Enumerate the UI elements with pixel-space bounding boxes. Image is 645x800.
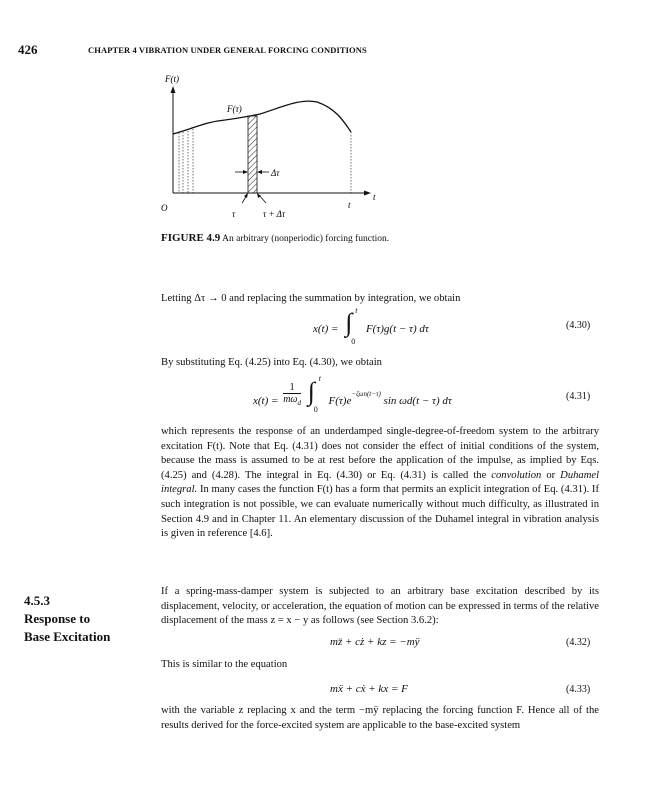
- eq431-lhs: x(t) =: [253, 395, 279, 408]
- paragraph-5: This is similar to the equation: [161, 659, 288, 670]
- section-title-line-1: Response to: [24, 611, 91, 626]
- t-tick-label: t: [348, 200, 351, 210]
- paragraph-3: [161, 425, 599, 542]
- delta-tau-label: Δτ: [271, 168, 280, 178]
- equation-4-31: x(t) = 1 $m\omega_d$ ∫ t 0 $F(\tau)e^{-\zeta\omega n(t-\tau)}$ sin ωd(t − τ) dτ: [253, 374, 452, 415]
- section-title-line-2: Base Excitation: [24, 629, 111, 644]
- eq431-frac-den: mω: [283, 394, 298, 405]
- dotted-lines: [179, 129, 351, 193]
- eq431-frac-num: 1: [283, 382, 301, 394]
- tau-plus-label: τ + Δτ: [263, 209, 286, 219]
- paragraph-6: with the variable z replacing x and the term −mÿ replacing the forcing function F. Hence all of the results derived for the force-excited system are applicable to the base-excited system: [161, 705, 599, 731]
- eq432-number: (4.32): [566, 637, 591, 648]
- figure-caption: [161, 232, 401, 246]
- equation-4-33: mẍ + cẋ + kx = F: [330, 683, 408, 695]
- t-axis-label: t: [373, 192, 376, 202]
- eq431-integrand: F(τ)e: [328, 395, 352, 408]
- p3-text-b: In many cases the function F(t) has a form that permits an explicit integration of Eq. (4.31). If such integration is not possible, we can evaluate numerically without much difficulty, as illustrated in Section 4.9 and in Chapter 11. An elementary discussion of the Duhamel integral in vibration analysis is given in reference [4.6].: [161, 484, 599, 540]
- p3-text-a: which represents the response of an underdamped single-degree-of-freedom system to the arbitrary excitation F(t). Note that Eq. (4.31) does not consider the effect of initial conditions of the system, because the mass is assumed to be at rest before the application of the impulse, as implied by Eqs. (4.25) and (4.28). The integral in Eq. (4.30) or Eq. (4.31) is called the: [161, 426, 599, 481]
- y-axis-arrow: [171, 86, 176, 93]
- equation-4-32: mz̈ + cż + kz = −mÿ: [330, 636, 420, 648]
- force-curve: [173, 101, 351, 134]
- caption-number: FIGURE 4.9: [161, 232, 221, 244]
- p3-convolution: convolution: [491, 469, 542, 481]
- eq431-tail: sin ωd(t − τ) dτ: [383, 395, 452, 408]
- eq430-number: (4.30): [566, 320, 591, 331]
- eq430-lhs: x(t) =: [313, 323, 339, 335]
- paragraph-1: Letting Δτ → 0 and replacing the summation by integration, we obtain: [161, 293, 461, 304]
- origin-label: O: [161, 203, 168, 213]
- eq430-rhs: F(τ)g(t − τ) dτ: [365, 323, 429, 335]
- p3-or: or: [541, 469, 561, 481]
- y-axis-label: F(t): [165, 74, 179, 84]
- p3-duhamel: Duhamel integral.: [161, 469, 600, 496]
- eq433-number: (4.33): [566, 684, 591, 695]
- paragraph-2: By substituting Eq. (4.25) into Eq. (4.30), we obtain: [161, 357, 382, 368]
- figure-4-9: [155, 70, 385, 225]
- equation-4-30: x(t) = ∫ t 0 F(τ)g(t − τ) dτ: [313, 306, 429, 346]
- chapter-title: CHAPTER 4 VIBRATION UNDER GENERAL FORCING CONDITIONS: [88, 45, 367, 55]
- curve-label: F(τ): [227, 104, 242, 114]
- eq431-upper: t: [318, 374, 321, 384]
- eq430-lower: 0: [351, 337, 356, 346]
- section-heading: [24, 592, 154, 646]
- eq431-lower: 0: [313, 405, 318, 415]
- x-axis-arrow: [364, 191, 371, 196]
- section-number: 4.5.3: [24, 593, 50, 608]
- eq431-frac-den-sub: d: [297, 399, 301, 407]
- paragraph-4: If a spring-mass-damper system is subjected to an arbitrary base excitation described by its displacement, velocity, or acceleration, the equation of motion can be expressed in terms of the relative displacement of the mass z = x − y as follows (see Section 3.6.2):: [161, 586, 599, 627]
- page-number: 426: [18, 42, 38, 57]
- impulse-strip: [248, 116, 257, 193]
- tau-label: τ: [232, 209, 236, 219]
- eq431-number: (4.31): [566, 391, 591, 402]
- eq431-exponent: −ζωn(t−τ): [351, 390, 381, 399]
- caption-text: An arbitrary (nonperiodic) forcing function.: [222, 234, 390, 244]
- eq430-upper: t: [355, 306, 358, 315]
